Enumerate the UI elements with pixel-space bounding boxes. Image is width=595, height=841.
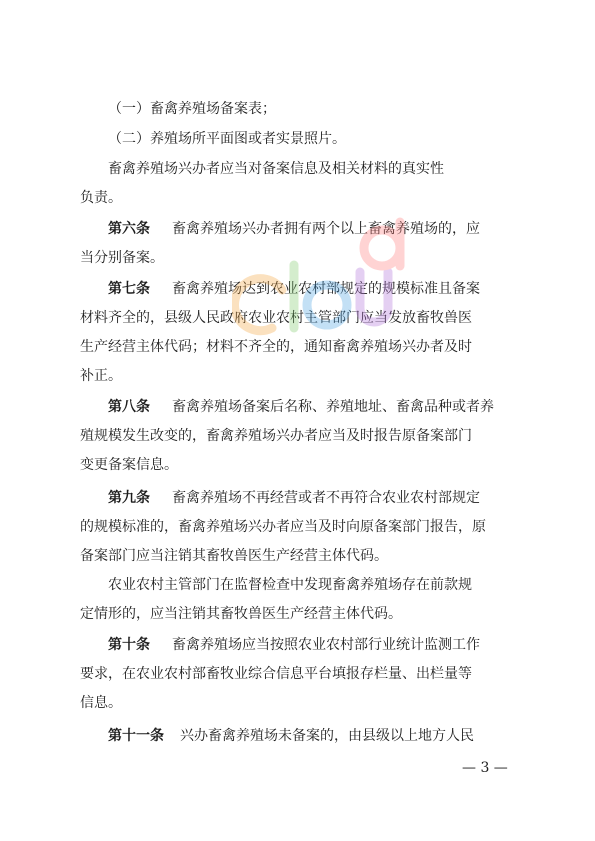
article-text: 畜禽养殖场应当按照农业农村部行业统计监测工作	[172, 637, 480, 653]
article-text: 兴办畜禽养殖场未备案的，由县级以上地方人民	[180, 728, 474, 744]
paragraph-line: 备案部门应当注销其畜牧兽医生产经营主体代码。	[80, 548, 388, 564]
article-6-heading: 第六条	[108, 221, 150, 237]
article-text: 畜禽养殖场不再经营或者不再符合农业农村部规定	[172, 490, 480, 506]
article-9-heading: 第九条	[108, 490, 150, 506]
paragraph-line: 定情形的，应当注销其畜牧兽医生产经营主体代码。	[80, 606, 402, 622]
article-text: 畜禽养殖场备案后名称、养殖地址、畜禽品种或者养	[172, 399, 494, 415]
paragraph-line: 信息。	[80, 695, 122, 711]
paragraph-line: 补正。	[80, 368, 122, 384]
paragraph-line: 要求，在农业农村部畜牧业综合信息平台填报存栏量、出栏量等	[80, 666, 472, 682]
article-10-line	[108, 636, 480, 654]
article-11-heading: 第十一条	[108, 728, 164, 744]
list-item-1: （一）畜禽养殖场备案表；	[108, 101, 276, 117]
paragraph-line: 当分别备案。	[80, 250, 164, 266]
article-11-line	[108, 727, 474, 745]
article-7-heading: 第七条	[108, 281, 150, 297]
paragraph-line: 负责。	[80, 190, 122, 206]
cloud-watermark-icon	[232, 210, 422, 360]
paragraph-line: 的规模标准的，畜禽养殖场兴办者应当及时向原备案部门报告，原	[80, 519, 486, 535]
paragraph-line: 殖规模发生改变的，畜禽养殖场兴办者应当及时报告原备案部门	[80, 428, 472, 444]
paragraph-line: 材料齐全的，县级人民政府农业农村主管部门应当发放畜牧兽医	[80, 310, 472, 326]
paragraph-line	[108, 160, 520, 178]
article-text: 畜禽养殖场兴办者拥有两个以上畜禽养殖场的，应	[172, 221, 480, 237]
article-8-heading: 第八条	[108, 399, 150, 415]
paragraph-line: 农业农村主管部门在监督检查中发现畜禽养殖场存在前款规	[108, 577, 472, 593]
article-8-line	[108, 398, 494, 416]
article-9-line	[108, 489, 480, 507]
paragraph-line: 生产经营主体代码；材料不齐全的，通知畜禽养殖场兴办者及时	[80, 339, 472, 355]
article-10-heading: 第十条	[108, 637, 150, 653]
list-item-2: （二）养殖场所平面图或者实景照片。	[108, 131, 346, 147]
page-number: — 3 —	[462, 760, 508, 776]
paragraph-line: 变更备案信息。	[80, 457, 178, 473]
article-text: 畜禽养殖场达到农业农村部规定的规模标准且备案	[172, 281, 480, 297]
paragraph-text: 畜禽养殖场兴办者应当对备案信息及相关材料的真实性	[108, 161, 444, 177]
